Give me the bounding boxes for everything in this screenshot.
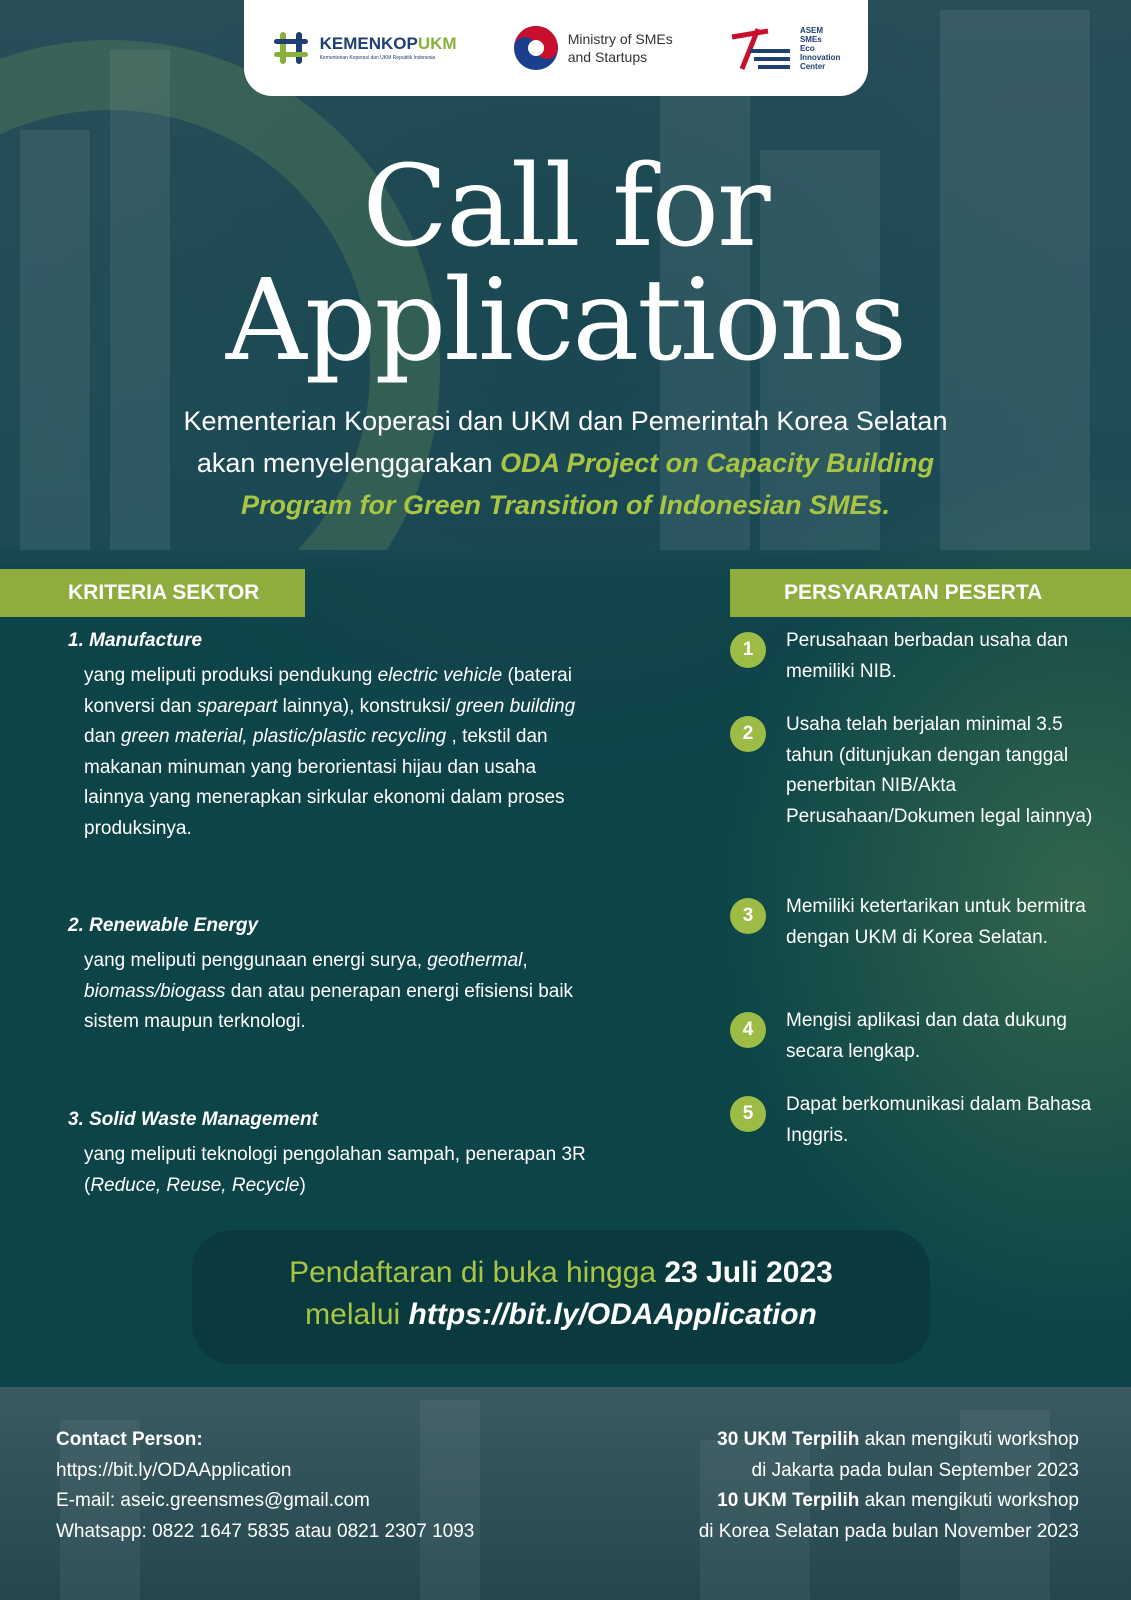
- intro-line1: Kementerian Koperasi dan UKM dan Pemerintah Korea Selatan: [183, 406, 948, 436]
- body-text: yang meliputi penggunaan energi surya,: [84, 950, 428, 971]
- criteria-description: [84, 946, 598, 1038]
- criteria-item: [68, 1106, 598, 1201]
- contact-whatsapp: Whatsapp: 0822 1647 5835 atau 0821 2307 1093: [56, 1520, 475, 1542]
- requirement-text: Memiliki ketertarikan untuk bermitra dengan UKM di Korea Selatan.: [786, 896, 1086, 948]
- registration-banner: [192, 1230, 930, 1364]
- body-text: dan: [84, 726, 121, 747]
- contact-heading: Contact Person:: [56, 1429, 203, 1450]
- criteria-description: [84, 1140, 598, 1201]
- requirements-header: PERSYARATAN PESERTA: [730, 569, 1131, 617]
- requirement-number: 3: [730, 898, 766, 934]
- requirement-number: 2: [730, 716, 766, 752]
- body-text: lainnya), konstruksi/: [277, 695, 456, 717]
- requirement-text: Usaha telah berjalan minimal 3.5 tahun (ditunjukan dengan tanggal penerbitan NIB/Akta Perusahaan/Dokumen legal lainnya): [786, 714, 1093, 827]
- kemenkop-emblem-icon: [272, 28, 312, 68]
- logo-bar: [244, 0, 868, 96]
- contact-link[interactable]: https://bit.ly/ODAApplication: [56, 1459, 292, 1481]
- criteria-title: 2. Renewable Energy: [68, 915, 259, 936]
- ministry-line2: and Startups: [567, 49, 648, 65]
- emphasis-text: Reduce, Reuse, Recycle: [90, 1174, 300, 1196]
- ministry-line1: Ministry of SMEs: [567, 31, 673, 47]
- emphasis-text: geothermal: [427, 950, 523, 971]
- contact-email[interactable]: E-mail: aseic.greensmes@gmail.com: [56, 1490, 370, 1511]
- asem-line: SMEs: [799, 34, 822, 44]
- selection-info: [609, 1425, 1079, 1547]
- kemenkop-subtitle: Kementerian Koperasi dan UKM Republik Indonesia: [319, 55, 436, 61]
- selected-detail-b: di Korea Selatan pada bulan November 2023: [698, 1520, 1079, 1542]
- intro-line2: akan menyelenggarakan: [196, 448, 501, 478]
- criteria-title: 3. Solid Waste Management: [68, 1109, 318, 1130]
- selected-text-b: akan mengikuti workshop: [859, 1490, 1079, 1511]
- selected-count-a: 30 UKM Terpilih: [717, 1429, 860, 1450]
- selected-count-b: 10 UKM Terpilih: [717, 1490, 860, 1511]
- body-text: yang meliputi teknologi pengolahan sampah, penerapan 3R (: [84, 1144, 586, 1196]
- registration-prefix: Pendaftaran di buka hingga: [289, 1256, 665, 1289]
- emphasis-text: sparepart: [197, 695, 278, 717]
- emphasis-text: green material, plastic/plastic recycling: [120, 726, 447, 747]
- requirement-text: Dapat berkomunikasi dalam Bahasa Inggris.: [786, 1094, 1092, 1146]
- intro-highlight-b: Program for Green Transition of Indonesian SMEs.: [240, 490, 891, 520]
- kemenkop-logo: [272, 28, 457, 68]
- title-line2: Applications: [225, 256, 906, 386]
- ministry-logo: [512, 24, 673, 72]
- registration-via: melalui: [305, 1298, 409, 1331]
- requirement-item: [730, 626, 1110, 687]
- intro-highlight-a: ODA Project on Capacity Building: [500, 448, 935, 478]
- asem-line: Eco: [799, 43, 815, 53]
- requirement-number: 5: [730, 1096, 766, 1132]
- requirement-number: 1: [730, 632, 766, 668]
- contact-block: [56, 1425, 474, 1547]
- body-text: ): [299, 1174, 306, 1196]
- selected-text-a: akan mengikuti workshop: [859, 1429, 1079, 1450]
- asem-emblem-icon: [728, 23, 792, 73]
- body-text: dan atau penerapan energi efisiensi baik sistem maupun terknologi.: [84, 980, 574, 1032]
- body-text: (baterai konversi dan: [84, 665, 572, 717]
- asem-line: Center: [799, 61, 826, 71]
- emphasis-text: green building: [455, 695, 576, 717]
- asem-line: ASEM: [799, 25, 824, 35]
- kemenkop-name: KEMENKOPUKM: [319, 34, 457, 53]
- taegeuk-icon: [512, 24, 560, 72]
- requirement-text: Perusahaan berbadan usaha dan memiliki NIB.: [786, 630, 1069, 682]
- title-line1: Call for: [362, 142, 769, 272]
- emphasis-text: electric vehicle: [377, 665, 503, 686]
- body-text: ,: [522, 950, 528, 971]
- intro-text: [90, 400, 1041, 526]
- requirement-item: [730, 1090, 1110, 1151]
- criteria-item: [68, 627, 598, 844]
- body-text: yang meliputi produksi pendukung: [84, 665, 378, 686]
- registration-deadline: 23 Juli 2023: [664, 1256, 833, 1289]
- criteria-description: [84, 661, 598, 844]
- criteria-header: KRITERIA SEKTOR: [0, 569, 305, 617]
- registration-link[interactable]: https://bit.ly/ODAApplication: [408, 1298, 817, 1331]
- requirement-number: 4: [730, 1012, 766, 1048]
- requirement-text: Mengisi aplikasi dan data dukung secara lengkap.: [786, 1010, 1067, 1062]
- criteria-item: [68, 912, 598, 1038]
- requirement-item: [730, 1006, 1110, 1067]
- emphasis-text: biomass/biogass: [84, 980, 226, 1002]
- requirement-item: [730, 892, 1110, 953]
- asem-line: Innovation: [799, 52, 841, 62]
- criteria-title: 1. Manufacture: [68, 630, 203, 651]
- asem-logo: [728, 23, 840, 73]
- requirement-item: [730, 710, 1110, 832]
- body-text: , tekstil dan makanan minuman yang berorientasi hijau dan usaha lainnya yang menerapkan sirkular ekonomi dalam proses produksinya.: [84, 726, 565, 839]
- selected-detail-a: di Jakarta pada bulan September 2023: [751, 1459, 1079, 1481]
